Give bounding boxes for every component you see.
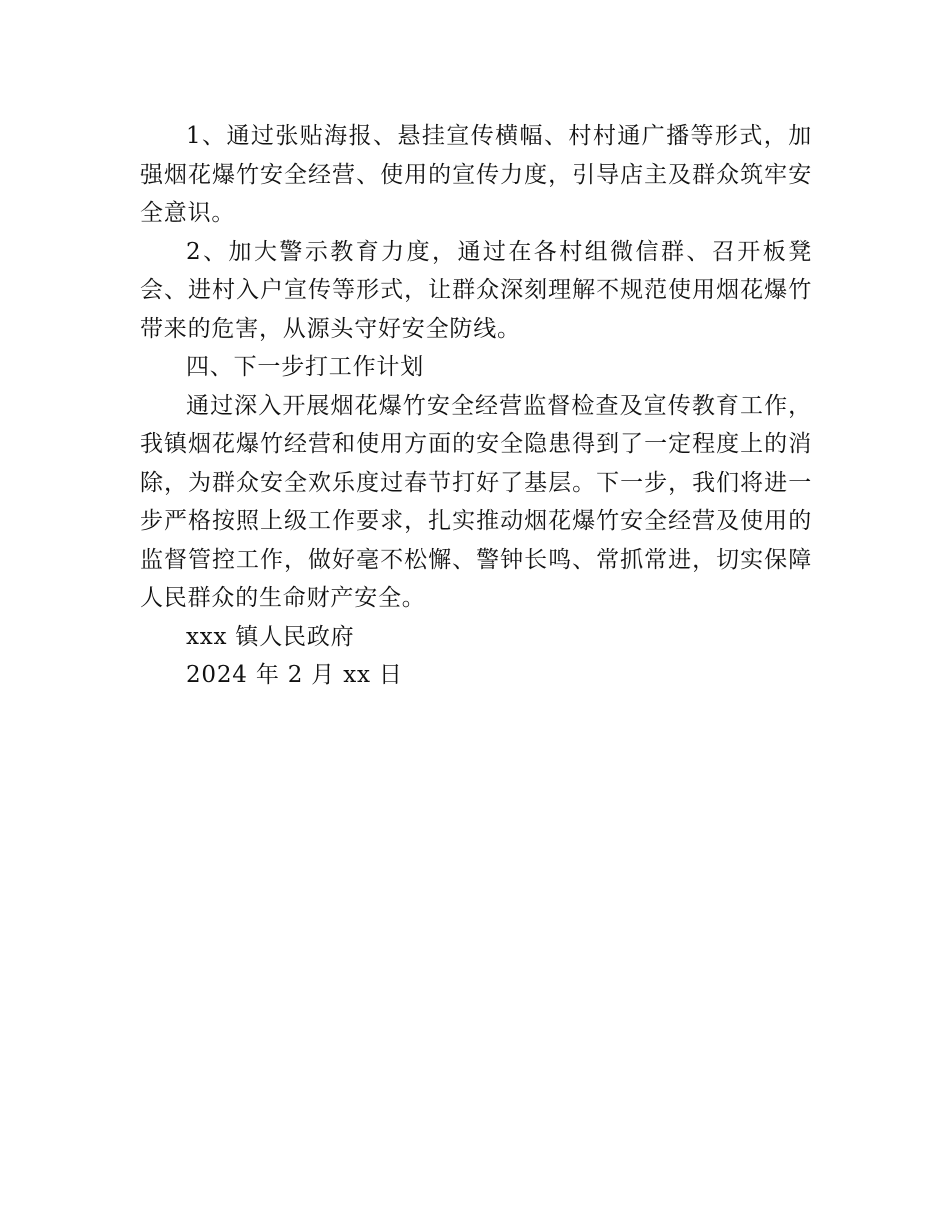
paragraph-next-steps: 通过深入开展烟花爆竹安全经营监督检查及宣传教育工作，我镇烟花爆竹经营和使用方面的安全隐患得到了一定程度上的消除，为群众安全欢乐度过春节打好了基层。下一步，我们将进一步严格按照上级工作要求，扎实推动烟花爆竹安全经营及使用的监督管控工作，做好毫不松懈、警钟长鸣、常抓常进，切实保障人民群众的生命财产安全。 xyxy=(140,392,812,611)
paragraph-publicity: 1、通过张贴海报、悬挂宣传横幅、村村通广播等形式，加强烟花爆竹安全经营、使用的宣传力度，引导店主及群众筑牢安全意识。 xyxy=(140,123,812,226)
document-body xyxy=(140,117,812,695)
signature-organization: xxx 镇人民政府 xyxy=(186,623,355,650)
section-heading-next-steps: 四、下一步打工作计划 xyxy=(186,354,424,380)
paragraph-warning-education: 2、加大警示教育力度，通过在各村组微信群、召开板凳会、进村入户宣传等形式，让群众深刻理解不规范使用烟花爆竹带来的危害，从源头守好安全防线。 xyxy=(140,238,812,342)
signature-date: 2024 年 2 月 xx 日 xyxy=(186,662,403,688)
